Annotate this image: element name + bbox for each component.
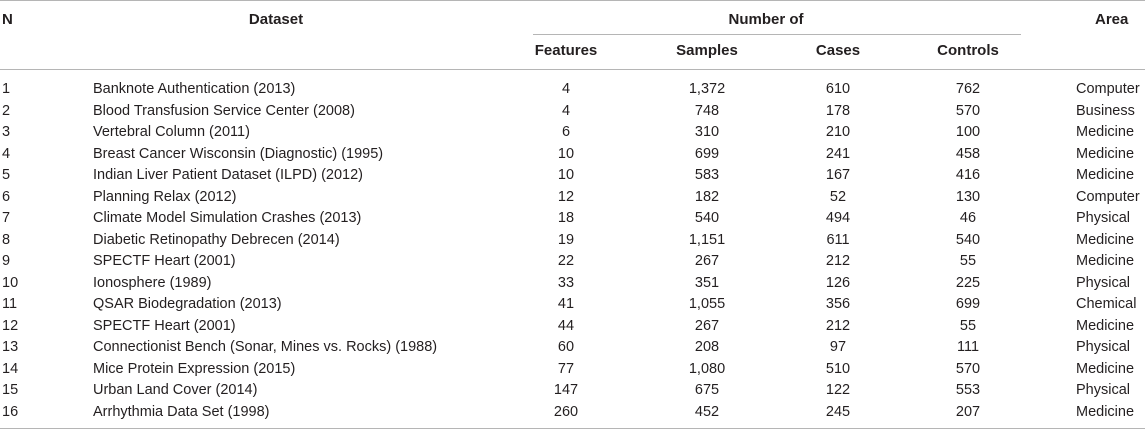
cell-samples: 675 <box>694 382 720 398</box>
cell-features: 18 <box>557 210 575 226</box>
header-bottom-rule <box>0 69 1145 70</box>
cell-area: Chemical <box>1076 296 1137 312</box>
number-of-span-rule <box>533 34 1021 35</box>
cell-n: 16 <box>2 403 19 420</box>
cell-cases: 212 <box>825 317 851 334</box>
cell-samples: 267 <box>694 253 720 269</box>
cell-n: 14 <box>2 360 19 377</box>
cell-area: Physical <box>1076 382 1130 398</box>
cell-features: 19 <box>557 231 575 248</box>
cell-cases: 126 <box>825 274 851 291</box>
cell-n: 1 <box>2 81 11 97</box>
cell-dataset: Ionosphere (1989) <box>93 274 212 291</box>
bottom-rule <box>0 428 1145 429</box>
cell-n: 7 <box>2 210 11 226</box>
cell-n: 3 <box>2 124 11 140</box>
cell-controls: 207 <box>955 403 981 420</box>
cell-controls: 458 <box>955 145 981 162</box>
header-number-of: Number of <box>728 11 804 28</box>
cell-samples: 1,372 <box>688 81 726 97</box>
header-features: Features <box>534 42 598 59</box>
cell-cases: 122 <box>825 382 851 398</box>
cell-cases: 510 <box>825 360 851 377</box>
cell-area: Business <box>1076 102 1135 119</box>
cell-controls: 570 <box>955 360 981 377</box>
cell-n: 12 <box>2 317 19 334</box>
cell-controls: 570 <box>955 102 981 119</box>
cell-area: Medicine <box>1076 231 1135 248</box>
header-samples: Samples <box>676 42 738 59</box>
cell-features: 22 <box>557 253 575 269</box>
cell-n: 6 <box>2 188 11 205</box>
cell-samples: 182 <box>694 188 720 205</box>
cell-samples: 748 <box>694 102 720 119</box>
cell-samples: 351 <box>694 274 720 291</box>
cell-dataset: Mice Protein Expression (2015) <box>93 360 296 377</box>
cell-n: 10 <box>2 274 19 291</box>
cell-area: Medicine <box>1076 253 1135 269</box>
cell-area: Medicine <box>1076 145 1135 162</box>
cell-area: Medicine <box>1076 360 1135 377</box>
cell-n: 4 <box>2 145 11 162</box>
cell-samples: 208 <box>694 339 720 355</box>
cell-area: Physical <box>1076 210 1130 226</box>
cell-controls: 100 <box>955 124 981 140</box>
cell-dataset: SPECTF Heart (2001) <box>93 253 236 269</box>
cell-cases: 241 <box>825 145 851 162</box>
cell-area: Computer <box>1076 188 1140 205</box>
cell-cases: 178 <box>825 102 851 119</box>
cell-controls: 55 <box>959 317 977 334</box>
cell-cases: 167 <box>825 167 851 183</box>
cell-dataset: Climate Model Simulation Crashes (2013) <box>93 210 362 226</box>
cell-dataset: Arrhythmia Data Set (1998) <box>93 403 270 420</box>
cell-area: Computer <box>1076 81 1140 97</box>
cell-dataset: Urban Land Cover (2014) <box>93 382 258 398</box>
cell-controls: 46 <box>959 210 977 226</box>
cell-features: 60 <box>557 339 575 355</box>
cell-features: 41 <box>557 296 575 312</box>
cell-features: 4 <box>561 81 571 97</box>
cell-controls: 55 <box>959 253 977 269</box>
cell-controls: 130 <box>955 188 981 205</box>
cell-features: 77 <box>557 360 575 377</box>
cell-dataset: QSAR Biodegradation (2013) <box>93 296 282 312</box>
cell-samples: 699 <box>694 145 720 162</box>
cell-dataset: Blood Transfusion Service Center (2008) <box>93 102 355 119</box>
header-cases: Cases <box>815 42 861 59</box>
cell-cases: 245 <box>825 403 851 420</box>
cell-controls: 416 <box>955 167 981 183</box>
cell-controls: 111 <box>956 339 980 355</box>
cell-dataset: SPECTF Heart (2001) <box>93 317 236 334</box>
cell-cases: 97 <box>829 339 847 355</box>
cell-features: 12 <box>557 188 575 205</box>
cell-area: Medicine <box>1076 403 1135 420</box>
cell-features: 44 <box>557 317 575 334</box>
cell-samples: 540 <box>694 210 720 226</box>
top-rule <box>0 0 1145 1</box>
cell-n: 13 <box>2 339 19 355</box>
cell-area: Medicine <box>1076 124 1135 140</box>
cell-cases: 356 <box>825 296 851 312</box>
cell-dataset: Indian Liver Patient Dataset (ILPD) (2012) <box>93 167 363 183</box>
cell-n: 5 <box>2 167 11 183</box>
cell-cases: 611 <box>826 231 850 248</box>
cell-area: Physical <box>1076 339 1130 355</box>
cell-features: 260 <box>553 403 579 420</box>
cell-features: 10 <box>557 145 575 162</box>
cell-cases: 52 <box>829 188 847 205</box>
cell-n: 8 <box>2 231 11 248</box>
cell-dataset: Vertebral Column (2011) <box>93 124 250 140</box>
header-n: N <box>2 11 13 28</box>
header-area: Area <box>1095 11 1129 28</box>
cell-cases: 210 <box>825 124 851 140</box>
cell-area: Physical <box>1076 274 1130 291</box>
cell-n: 9 <box>2 253 11 269</box>
cell-samples: 452 <box>694 403 720 420</box>
cell-samples: 267 <box>694 317 720 334</box>
cell-samples: 1,055 <box>688 296 726 312</box>
cell-cases: 212 <box>825 253 851 269</box>
cell-area: Medicine <box>1076 167 1135 183</box>
cell-controls: 553 <box>955 382 981 398</box>
cell-samples: 1,080 <box>688 360 726 377</box>
cell-dataset: Planning Relax (2012) <box>93 188 237 205</box>
cell-features: 6 <box>561 124 571 140</box>
header-controls: Controls <box>937 42 999 59</box>
cell-features: 147 <box>553 382 579 398</box>
cell-features: 10 <box>557 167 575 183</box>
cell-cases: 494 <box>825 210 851 226</box>
cell-samples: 1,151 <box>688 231 726 248</box>
cell-controls: 225 <box>955 274 981 291</box>
cell-area: Medicine <box>1076 317 1135 334</box>
header-dataset: Dataset <box>248 11 304 28</box>
cell-n: 11 <box>2 296 18 312</box>
cell-cases: 610 <box>825 81 851 97</box>
cell-controls: 699 <box>955 296 981 312</box>
cell-dataset: Banknote Authentication (2013) <box>93 81 296 97</box>
cell-n: 15 <box>2 382 19 398</box>
cell-samples: 583 <box>694 167 720 183</box>
cell-controls: 762 <box>955 81 981 97</box>
cell-features: 33 <box>557 274 575 291</box>
cell-controls: 540 <box>955 231 981 248</box>
cell-samples: 310 <box>694 124 720 140</box>
cell-dataset: Breast Cancer Wisconsin (Diagnostic) (1995) <box>93 145 384 162</box>
cell-dataset: Diabetic Retinopathy Debrecen (2014) <box>93 231 340 248</box>
cell-n: 2 <box>2 102 11 119</box>
cell-dataset: Connectionist Bench (Sonar, Mines vs. Rocks) (1988) <box>93 339 438 355</box>
cell-features: 4 <box>561 102 571 119</box>
